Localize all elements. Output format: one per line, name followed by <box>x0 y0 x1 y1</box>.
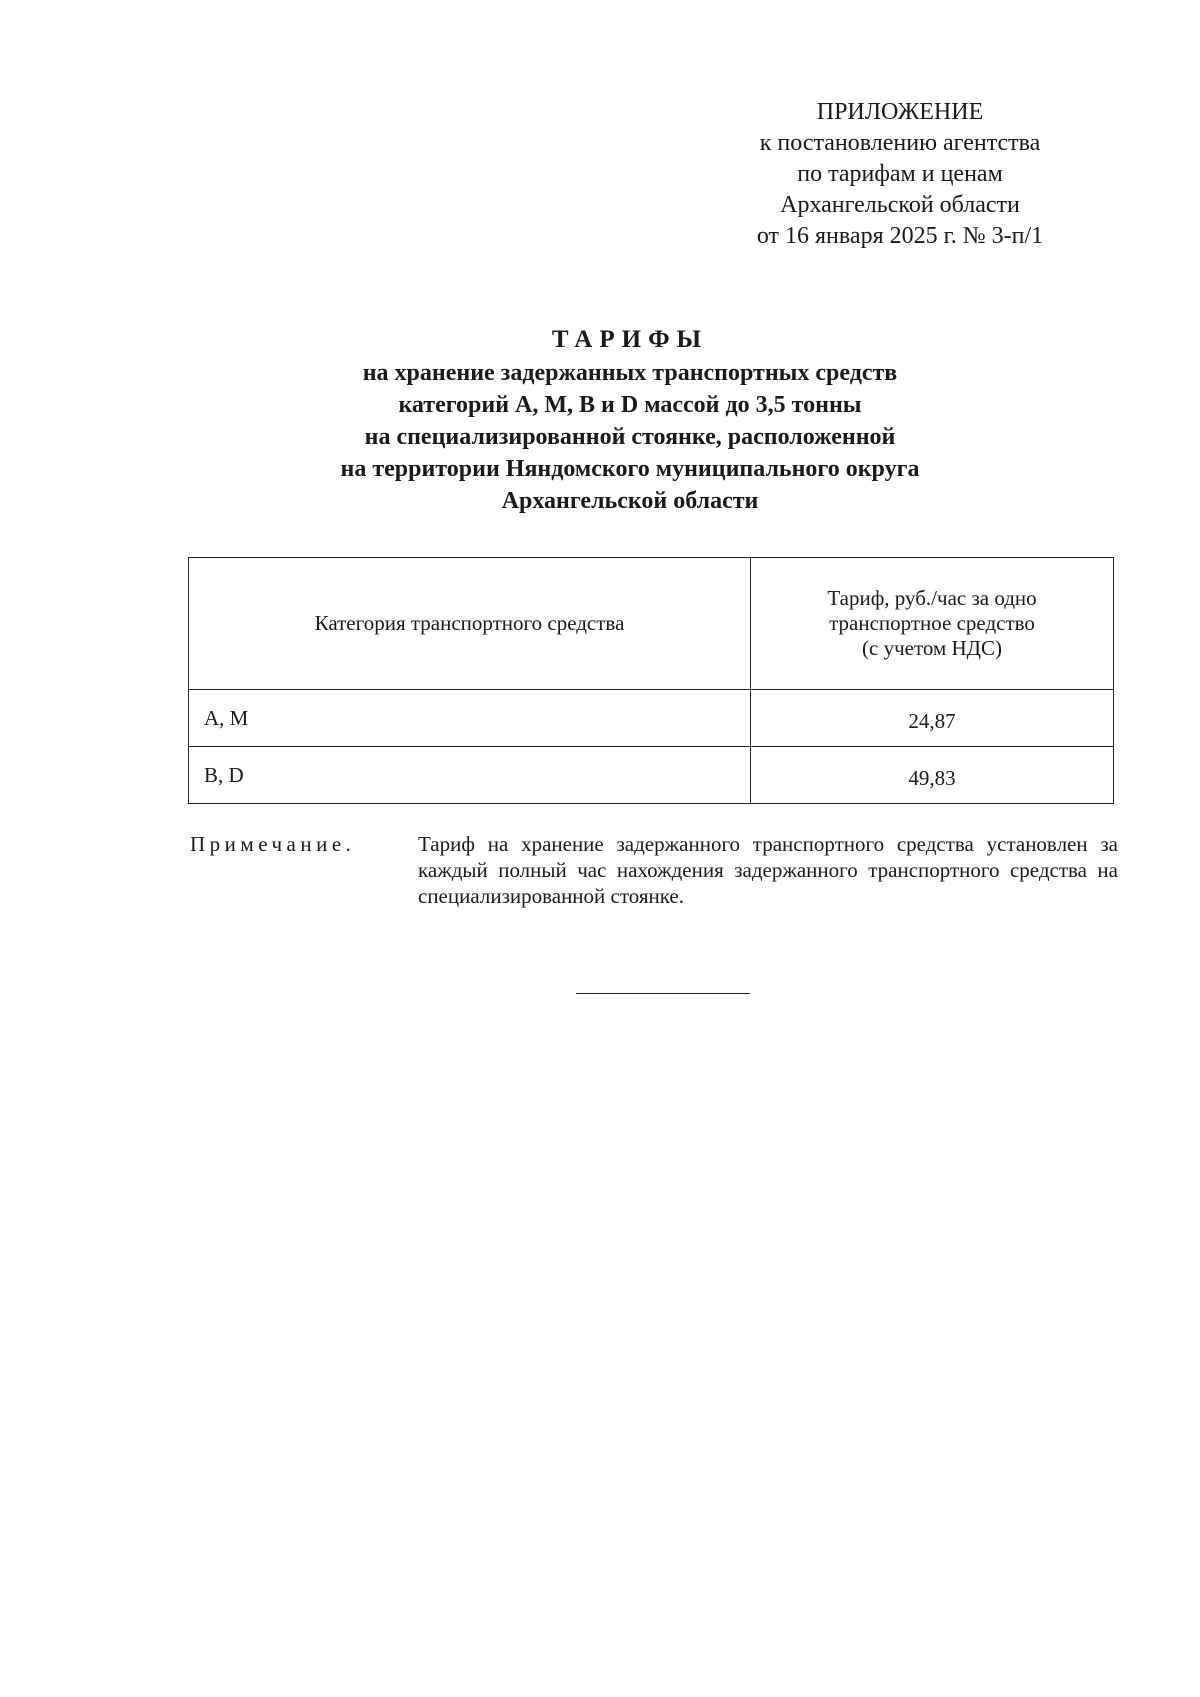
subtitle-line: Архангельской области <box>501 488 759 514</box>
subtitle-line: на хранение задержанных транспортных средств <box>362 360 898 386</box>
appendix-date-number: от 16 января 2025 г. № 3-п/1 <box>756 223 1044 249</box>
document-subtitle <box>200 357 1060 517</box>
note-label: Примечание. <box>190 832 356 856</box>
row-tariff: 49,83 <box>751 747 1114 804</box>
header-tariff-line: Тариф, руб./час за одно <box>827 586 1037 610</box>
document-title: ТАРИФЫ <box>551 326 709 353</box>
row-tariff: 24,87 <box>751 690 1114 747</box>
subtitle-line: на специализированной стоянке, расположенной <box>364 424 896 450</box>
appendix-line: к постановлению агентства <box>759 130 1041 156</box>
header-tariff <box>751 558 1114 690</box>
appendix-header <box>700 97 1100 252</box>
appendix-line: Архангельской области <box>780 192 1020 218</box>
note-text: Тариф на хранение задержанного транспортного средства установлен за каждый полный час нахождения задержанного транспортного средства на специализированной стоянке. <box>418 832 1118 908</box>
end-rule <box>576 993 750 994</box>
appendix-line: по тарифам и ценам <box>797 161 1003 187</box>
header-tariff-line: (с учетом НДС) <box>862 636 1002 660</box>
tariffs-table <box>188 557 1114 804</box>
table-row <box>189 747 1114 804</box>
header-tariff-line: транспортное средство <box>829 611 1035 635</box>
header-category: Категория транспортного средства <box>189 558 751 690</box>
appendix-title: ПРИЛОЖЕНИЕ <box>816 99 984 125</box>
table-header-row <box>189 558 1114 690</box>
row-category: A, M <box>189 690 751 747</box>
table-row <box>189 690 1114 747</box>
document-title-block <box>200 323 1060 517</box>
subtitle-line: категорий А, М, В и D массой до 3,5 тонны <box>398 392 862 418</box>
row-category: B, D <box>189 747 751 804</box>
subtitle-line: на территории Няндомского муниципального округа <box>340 456 920 482</box>
